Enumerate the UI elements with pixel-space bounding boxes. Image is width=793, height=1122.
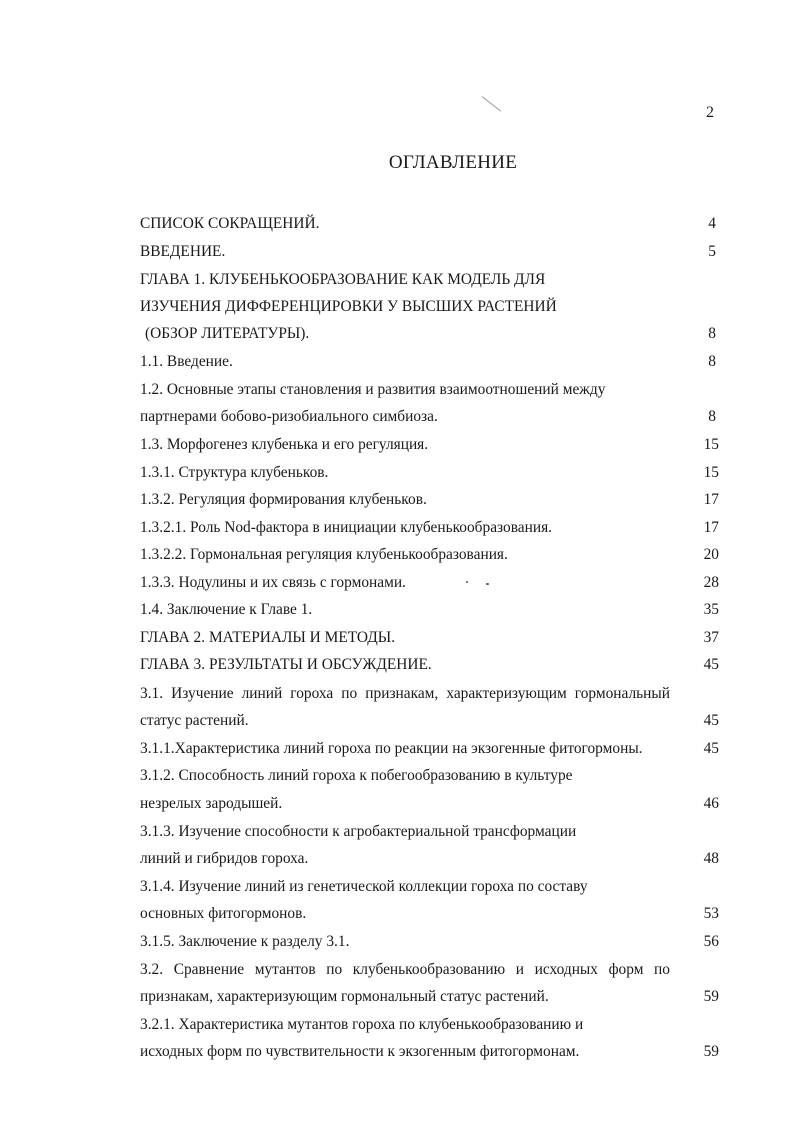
toc-entry-text: 1.3.2.2. Гормональная регуляция клубенькообразования. bbox=[140, 546, 508, 563]
toc-entry-text: незрелых зародышей. bbox=[140, 795, 283, 812]
toc-entry-page: 46 bbox=[703, 795, 719, 812]
toc-entry-text: 3.1.4. Изучение линий из генетической коллекции гороха по составу bbox=[140, 878, 588, 895]
toc-entry-page: 15 bbox=[703, 436, 719, 453]
toc-entry-text: партнерами бобово-ризобиального симбиоза. bbox=[140, 408, 438, 425]
toc-entry-page: 8 bbox=[708, 408, 716, 425]
scan-speck bbox=[486, 583, 489, 585]
toc-entry-page: 59 bbox=[703, 988, 719, 1005]
toc-entry-text: 3.1.5. Заключение к разделу 3.1. bbox=[140, 933, 350, 950]
toc-entry-text: ИЗУЧЕНИЯ ДИФФЕРЕНЦИРОВКИ У ВЫСШИХ РАСТЕНИЙ bbox=[140, 298, 557, 315]
toc-entry-page: 15 bbox=[703, 464, 719, 481]
toc-entry-text: 3.1. Изучение линий гороха по признакам, характеризующим гормональный bbox=[140, 685, 670, 702]
toc-entry-page: 45 bbox=[703, 712, 719, 729]
toc-entry-page: 56 bbox=[703, 933, 719, 950]
toc-entry-text: 3.1.1.Характеристика линий гороха по реакции на экзогенные фитогормоны. bbox=[140, 740, 643, 757]
toc-entry-text: ВВЕДЕНИЕ. bbox=[140, 243, 226, 260]
toc-entry-text: 1.3.3. Нодулины и их связь с гормонами. bbox=[140, 574, 406, 591]
toc-entry-page: 5 bbox=[708, 243, 716, 260]
toc-entry-page: 20 bbox=[703, 546, 719, 563]
toc-entry-text: 1.4. Заключение к Главе 1. bbox=[140, 601, 313, 618]
toc-entry-text: исходных форм по чувствительности к экзогенным фитогормонам. bbox=[140, 1043, 580, 1060]
toc-entry-text: основных фитогормонов. bbox=[140, 905, 307, 922]
toc-entry-page: 35 bbox=[703, 601, 719, 618]
page-number: 2 bbox=[706, 104, 714, 121]
toc-entry-page: 48 bbox=[703, 850, 719, 867]
toc-entry-page: 17 bbox=[703, 491, 719, 508]
toc-entry-text: (ОБЗОР ЛИТЕРАТУРЫ). bbox=[145, 325, 310, 342]
toc-entry-page: 37 bbox=[703, 629, 719, 646]
toc-entry-page: 45 bbox=[703, 656, 719, 673]
toc-entry-text: признакам, характеризующим гормональный статус растений. bbox=[140, 988, 549, 1005]
toc-entry-page: 17 bbox=[703, 519, 719, 536]
toc-entry-text: линий и гибридов гороха. bbox=[140, 850, 309, 867]
toc-entry-text: ГЛАВА 3. РЕЗУЛЬТАТЫ И ОБСУЖДЕНИЕ. bbox=[140, 656, 432, 673]
toc-entry-text: ГЛАВА 1. КЛУБЕНЬКООБРАЗОВАНИЕ КАК МОДЕЛЬ ДЛЯ bbox=[140, 271, 546, 288]
toc-entry-text: 1.2. Основные этапы становления и развития взаимоотношений между bbox=[140, 381, 606, 398]
toc-entry-text: 1.3. Морфогенез клубенька и его регуляция. bbox=[140, 436, 429, 453]
toc-entry-page: 28 bbox=[703, 574, 719, 591]
toc-entry-text: 1.3.2.1. Роль Nod-фактора в инициации клубенькообразования. bbox=[140, 519, 553, 536]
toc-entry-text: 3.2. Сравнение мутантов по клубенькообразованию и исходных форм по bbox=[140, 961, 670, 978]
toc-entry-page: 8 bbox=[708, 325, 716, 342]
toc-entry-page: 59 bbox=[703, 1043, 719, 1060]
toc-entry-page: 53 bbox=[703, 905, 719, 922]
toc-entry-text: 1.3.2. Регуляция формирования клубеньков. bbox=[140, 491, 427, 508]
toc-entry-text: ГЛАВА 2. МАТЕРИАЛЫ И МЕТОДЫ. bbox=[140, 629, 396, 646]
toc-entry-text: СПИСОК СОКРАЩЕНИЙ. bbox=[140, 215, 320, 232]
toc-entry-text: статус растений. bbox=[140, 712, 249, 729]
scan-speck bbox=[466, 581, 468, 583]
toc-entry-text: 3.2.1. Характеристика мутантов гороха по клубенькообразованию и bbox=[140, 1016, 584, 1033]
toc-entry-text: 3.1.3. Изучение способности к агробактериальной трансформации bbox=[140, 823, 577, 840]
toc-entry-text: 1.3.1. Структура клубеньков. bbox=[140, 464, 329, 481]
page-title: ОГЛАВЛЕНИЕ bbox=[388, 152, 518, 173]
toc-entry-text: 1.1. Введение. bbox=[140, 353, 233, 370]
toc-entry-page: 8 bbox=[708, 353, 716, 370]
toc-entry-page: 4 bbox=[708, 215, 716, 232]
toc-entry-text: 3.1.2. Способность линий гороха к побегообразованию в культуре bbox=[140, 767, 573, 784]
toc-entry-page: 45 bbox=[703, 740, 719, 757]
